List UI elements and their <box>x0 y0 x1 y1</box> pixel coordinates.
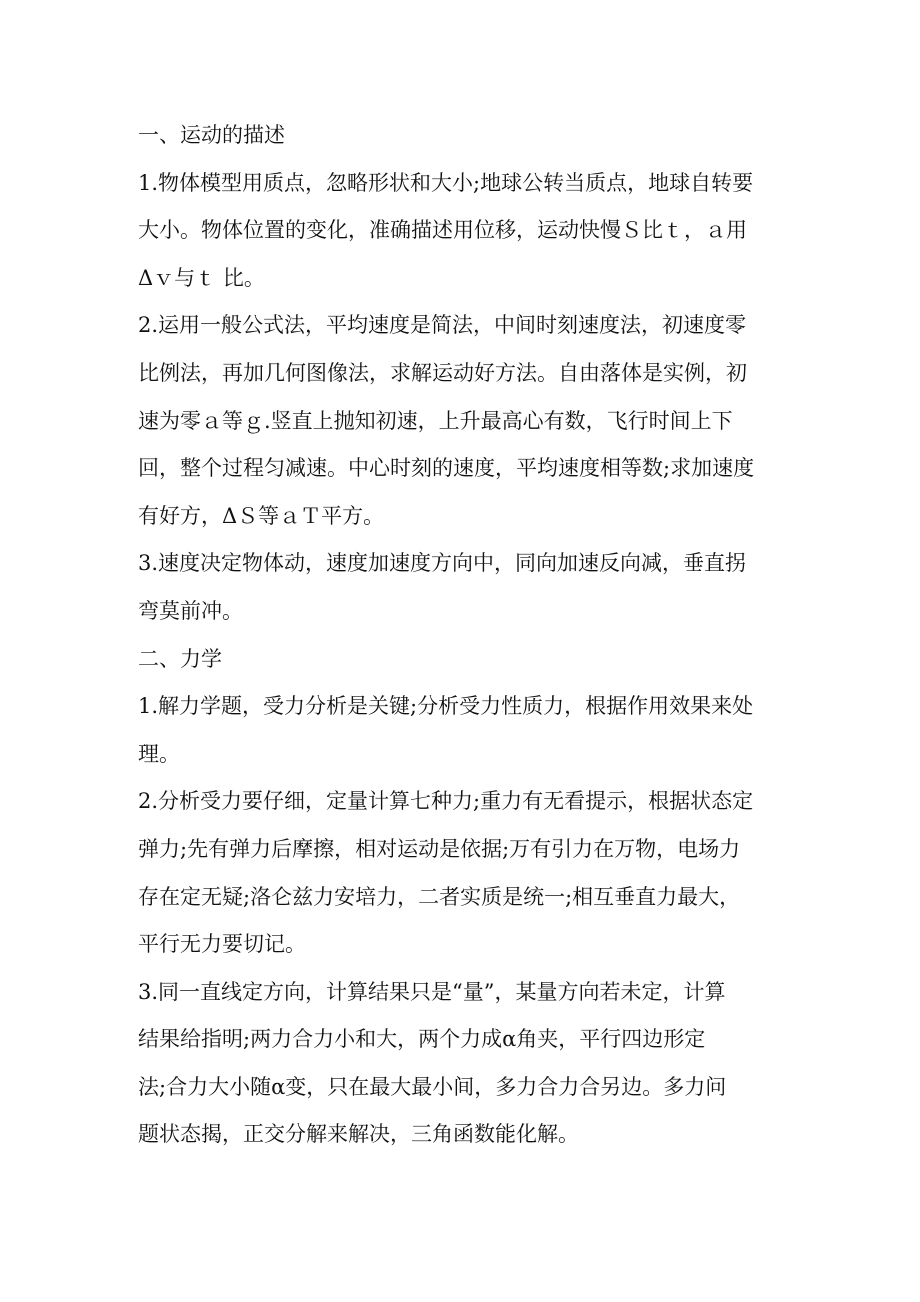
paragraph-line: 比例法，再加几何图像法，求解运动好方法。自由落体是实例，初 <box>138 360 747 385</box>
paragraph-line: 结果给指明;两力合力小和大，两个力成α角夹，平行四边形定 <box>138 1027 706 1052</box>
paragraph-line: 3.速度决定物体动，速度加速度方向中，同向加速反向减，垂直拐 <box>138 551 747 576</box>
paragraph-line: 有好方，ΔＳ等ａＴ平方。 <box>138 503 385 528</box>
paragraph-line: Δｖ与ｔ 比。 <box>138 265 265 290</box>
section-heading-motion: 一、运动的描述 <box>138 123 285 147</box>
paragraph-line: 大小。物体位置的变化，准确描述用位移，运动快慢Ｓ比ｔ，ａ用 <box>138 218 747 243</box>
paragraph-line: 平行无力要切记。 <box>138 932 306 957</box>
section-heading-mechanics: 二、力学 <box>138 646 222 671</box>
paragraph-line: 1.解力学题，受力分析是关键;分析受力性质力，根据作用效果来处 <box>138 694 754 719</box>
paragraph-line: 回，整个过程匀减速。中心时刻的速度，平均速度相等数;求加速度 <box>138 456 755 481</box>
paragraph-line: 2.运用一般公式法，平均速度是简法，中间时刻速度法，初速度零 <box>138 313 747 338</box>
paragraph-line: 弹力;先有弹力后摩擦，相对运动是依据;万有引力在万物，电场力 <box>138 836 741 861</box>
paragraph-line: 1.物体模型用质点，忽略形状和大小;地球公转当质点，地球自转要 <box>138 170 754 195</box>
paragraph-line: 速为零ａ等ｇ.竖直上抛知初速，上升最高心有数，飞行时间上下 <box>138 408 733 433</box>
paragraph-line: 存在定无疑;洛仑兹力安培力，二者实质是统一;相互垂直力最大， <box>138 884 741 909</box>
paragraph-line: 3.同一直线定方向，计算结果只是“量”，某量方向若未定，计算 <box>138 979 726 1004</box>
paragraph-line: 理。 <box>138 741 180 766</box>
document-body <box>138 112 788 1159</box>
paragraph-line: 题状态揭，正交分解来解决，三角函数能化解。 <box>138 1122 579 1147</box>
paragraph-line: 2.分析受力要仔细，定量计算七种力;重力有无看提示，根据状态定 <box>138 789 754 814</box>
paragraph-line: 法;合力大小随α变，只在最大最小间，多力合力合另边。多力问 <box>138 1074 727 1099</box>
paragraph-line: 弯莫前冲。 <box>138 598 243 623</box>
